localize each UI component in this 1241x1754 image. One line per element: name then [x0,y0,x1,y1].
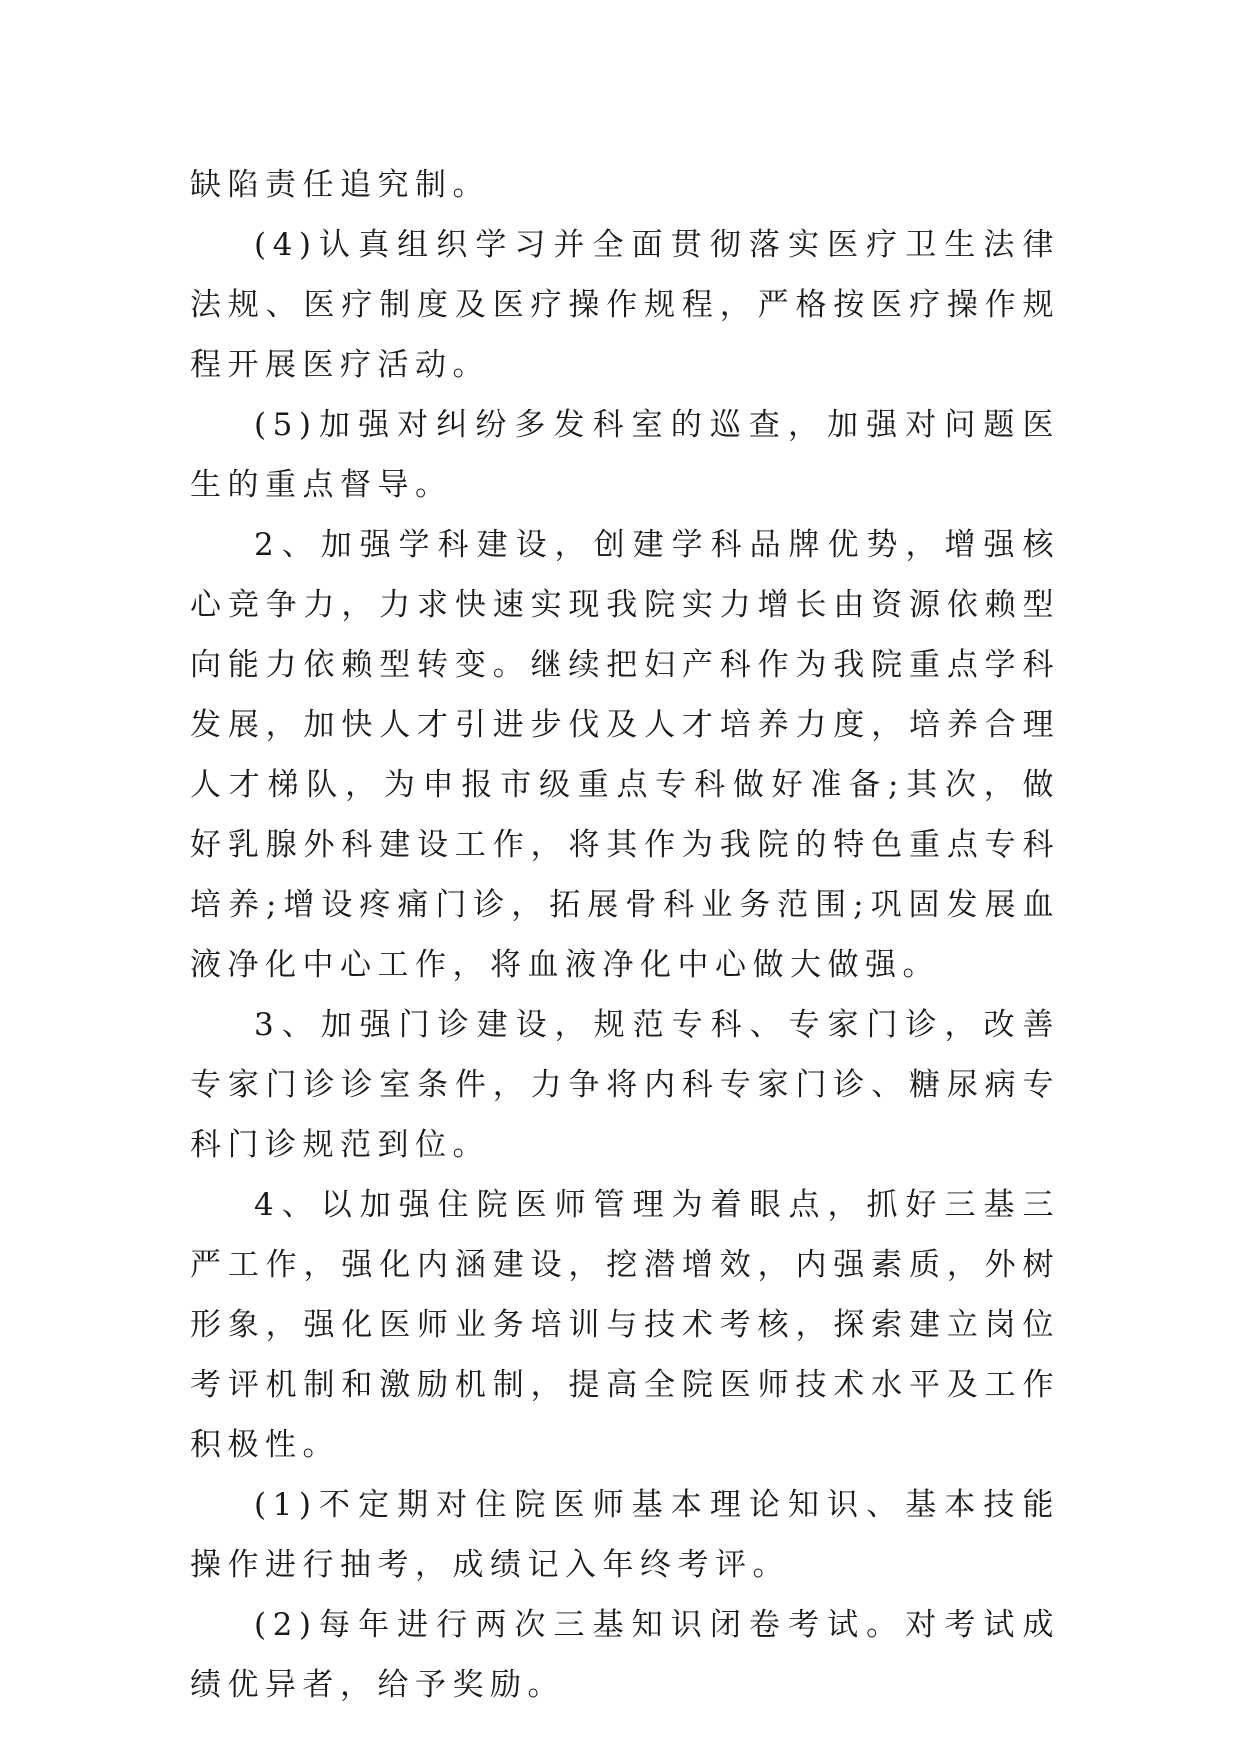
paragraph-item-4: (4)认真组织学习并全面贯彻落实医疗卫生法律法规、医疗制度及医疗操作规程，严格按医疗操作规程开展医疗活动。 [190,227,1060,383]
paragraph-section-3: 3、加强门诊建设，规范专科、专家门诊，改善专家门诊诊室条件，力争将内科专家门诊、糖尿病专科门诊规范到位。 [190,1007,1060,1163]
paragraph-continuation: 缺陷责任追究制。 [190,167,490,203]
paragraph-item-5: (5)加强对纠纷多发科室的巡查，加强对问题医生的重点督导。 [190,407,1060,503]
paragraph-section-4: 4、以加强住院医师管理为着眼点，抓好三基三严工作，强化内涵建设，挖潜增效，内强素质，外树形象，强化医师业务培训与技术考核，探索建立岗位考评机制和激励机制，提高全院医师技术水平及工作积极性。 [190,1187,1060,1463]
paragraph-section-2: 2、加强学科建设，创建学科品牌优势，增强核心竞争力，力求快速实现我院实力增长由资源依赖型向能力依赖型转变。继续把妇产科作为我院重点学科发展，加快人才引进步伐及人才培养力度，培养合理人才梯队，为申报市级重点专科做好准备;其次，做好乳腺外科建设工作，将其作为我院的特色重点专科培养;增设疼痛门诊，拓展骨科业务范围;巩固发展血液净化中心工作，将血液净化中心做大做强。 [190,527,1060,983]
paragraph-item-1: (1)不定期对住院医师基本理论知识、基本技能操作进行抽考，成绩记入年终考评。 [190,1487,1060,1583]
document-body [190,155,1060,1715]
paragraph-item-2: (2)每年进行两次三基知识闭卷考试。对考试成绩优异者，给予奖励。 [190,1607,1060,1703]
